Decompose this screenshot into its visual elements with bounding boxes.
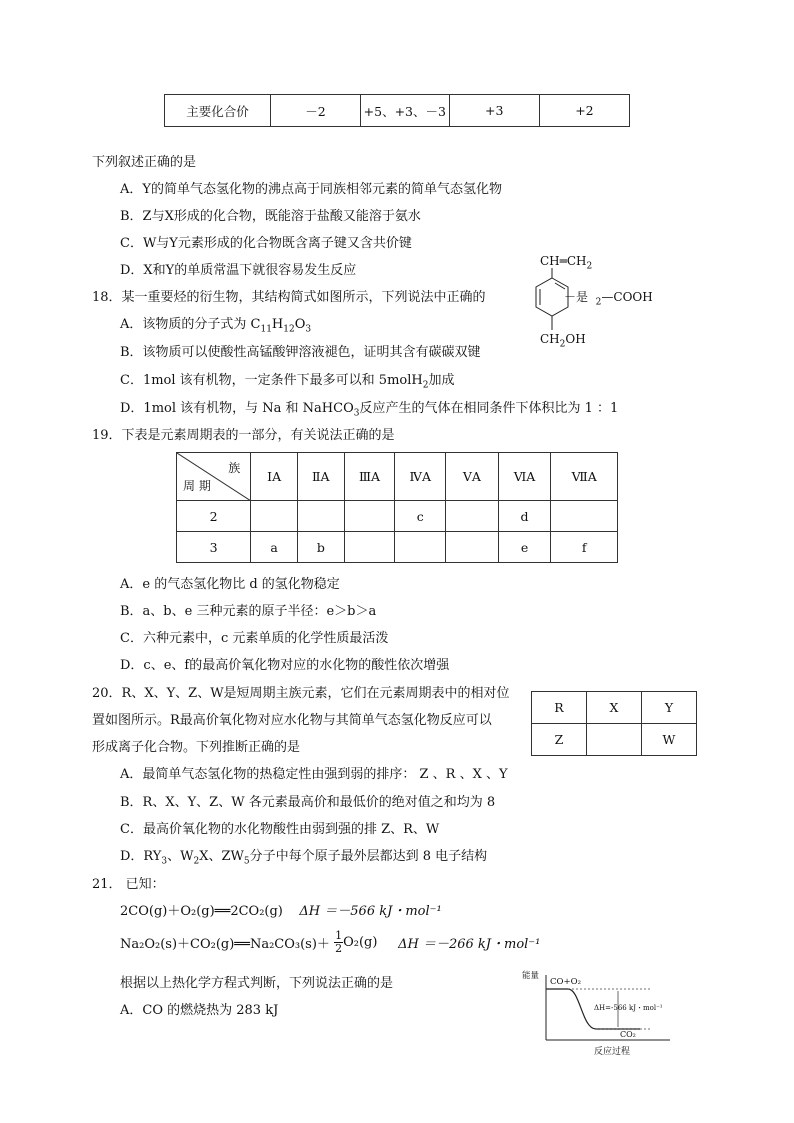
group-header: ⅣA — [395, 453, 446, 501]
valence-cell: +2 — [539, 95, 629, 127]
element-cell — [251, 501, 298, 532]
grid-cell: Z — [532, 724, 587, 756]
grid-cell: R — [532, 692, 587, 724]
group-header: ⅤA — [446, 453, 499, 501]
q20-option-a: A．最简单气态氢化物的热稳定性由强到弱的排序： Z 、R 、X 、Y — [120, 767, 508, 782]
q20-stem-line2: 置如图所示。R最高价氧化物对应水化物与其简单气态氢化物反应可以 — [92, 713, 492, 728]
valence-label-cell: 主要化合价 — [165, 95, 271, 127]
grid-cell: Y — [641, 692, 696, 724]
q17-option-c: C．W与Y元素形成的化合物既含离子键又含共价键 — [120, 236, 412, 251]
element-cell — [446, 501, 499, 532]
group-header: ⅡA — [297, 453, 344, 501]
q17-stem: 下列叙述正确的是 — [92, 155, 197, 170]
q19-stem: 19．下表是元素周期表的一部分，有关说法正确的是 — [92, 428, 395, 443]
corner-group-label: 族 — [228, 461, 241, 475]
products-label: CO₂ — [620, 1030, 636, 1039]
element-cell — [395, 532, 446, 563]
periodic-table-fragment — [176, 452, 618, 563]
group-header: ⅦA — [551, 453, 618, 501]
element-cell: f — [551, 532, 618, 563]
element-cell: b — [297, 532, 344, 563]
group-header: IA — [251, 453, 298, 501]
q19-option-c: C．六种元素中，c 元素单质的化学性质最活泼 — [120, 631, 389, 646]
q18-option-c: C．1mol 该有机物，一定条件下最多可以和 5molH$_2$加成 — [120, 373, 455, 391]
grid-cell — [586, 724, 641, 756]
q21-judge: 根据以上热化学方程式判断，下列说法正确的是 — [120, 976, 394, 991]
reactants-label: CO+O₂ — [550, 977, 581, 987]
period-label: 2 — [177, 501, 251, 532]
element-cell — [344, 532, 395, 563]
element-cell: c — [395, 501, 446, 532]
q18-structure-diagram — [520, 254, 660, 350]
energy-axis-label: 能量 — [522, 971, 540, 981]
element-cell: d — [498, 501, 551, 532]
q18-option-a: A．该物质的分子式为 $C_{11}H_{12}O_3$ — [120, 317, 312, 335]
valence-cell: －2 — [270, 95, 360, 127]
top-valence-table — [164, 94, 630, 127]
q18-stem: 18．某一重要烃的衍生物，其结构简式如图所示，下列说法中正确的 — [92, 290, 486, 305]
period-label: 3 — [177, 532, 251, 563]
q21-option-a: A．CO 的燃烧热为 283 kJ — [120, 1003, 279, 1018]
q19-option-b: B．a、b、e 三种元素的原子半径：e＞b＞a — [120, 604, 377, 619]
q20-stem-line3: 形成离子化合物。下列推断正确的是 — [92, 740, 301, 755]
q17-option-a: A．Y的简单气态氢化物的沸点高于同族相邻元素的简单气态氢化物 — [120, 182, 502, 197]
q18-option-d: D．1mol 该有机物，与 Na 和 NaHCO$_3$反应产生的气体在相同条件下体积比为 1 ：1 — [120, 401, 619, 419]
element-cell — [446, 532, 499, 563]
q21-equation-1: 2CO(g)＋O₂(g)══2CO₂(g) ΔH ＝－566 kJ・mol⁻¹ — [120, 904, 442, 919]
corner-header-cell — [177, 453, 251, 501]
q21-stem: 21． 已知： — [92, 877, 165, 892]
reaction-axis-label: 反应过程 — [594, 1047, 631, 1057]
element-cell: e — [498, 532, 551, 563]
corner-period-label: 周 期 — [183, 479, 211, 493]
group-header: ⅢA — [344, 453, 395, 501]
q17-option-d: D．X和Y的单质常温下就很容易发生反应 — [120, 263, 357, 278]
energy-diagram — [520, 965, 680, 1060]
q19-option-d: D．c、e、f的最高价氧化物对应的水化物的酸性依次增强 — [120, 658, 450, 673]
q20-stem-line1: 20．R、X、Y、Z、W是短周期主族元素，它们在元素周期表中的相对位 — [92, 686, 510, 701]
valence-cell: +3 — [449, 95, 539, 127]
element-cell — [344, 501, 395, 532]
group-header: ⅥA — [498, 453, 551, 501]
q19-option-a: A．e 的气态氢化物比 d 的氢化物稳定 — [120, 577, 340, 592]
element-cell — [551, 501, 618, 532]
grid-cell: W — [641, 724, 696, 756]
q20-position-grid — [531, 691, 697, 756]
element-cell — [297, 501, 344, 532]
q20-option-d: D．$RY_3$、$W_2X$、$ZW_5$分子中每个原子最外层都达到 8 电子结构 — [120, 849, 488, 867]
q18-option-b: B．该物质可以使酸性高锰酸钾溶液褪色，证明其含有碳碳双键 — [120, 345, 481, 360]
q21-equation-2: Na₂O₂(s)＋CO₂(g)══Na₂CO₃(s)＋ $\frac{1}{2}$ O₂(g) ΔH ＝－266 kJ・mol⁻¹ — [120, 929, 541, 955]
element-cell: a — [251, 532, 298, 563]
structure-bottom-group: $CH_2OH$ — [540, 332, 586, 350]
structure-top-group: $CH═CH_2$ — [540, 254, 593, 272]
delta-h-label: ΔH=-566 kJ・mol⁻¹ — [594, 1004, 663, 1012]
valence-cell: +5、+3、－3 — [360, 95, 449, 127]
q17-option-b: B．Z与X形成的化合物，既能溶于盐酸又能溶于氨水 — [120, 209, 421, 224]
grid-cell: X — [586, 692, 641, 724]
q20-option-c: C．最高价氧化物的水化物酸性由弱到强的排 Z、R、W — [120, 822, 440, 837]
q20-option-b: B．R、X、Y、Z、W 各元素最高价和最低价的绝对值之和均为 8 — [120, 795, 496, 810]
structure-right-group: －是 $_2$—COOH — [564, 290, 653, 308]
